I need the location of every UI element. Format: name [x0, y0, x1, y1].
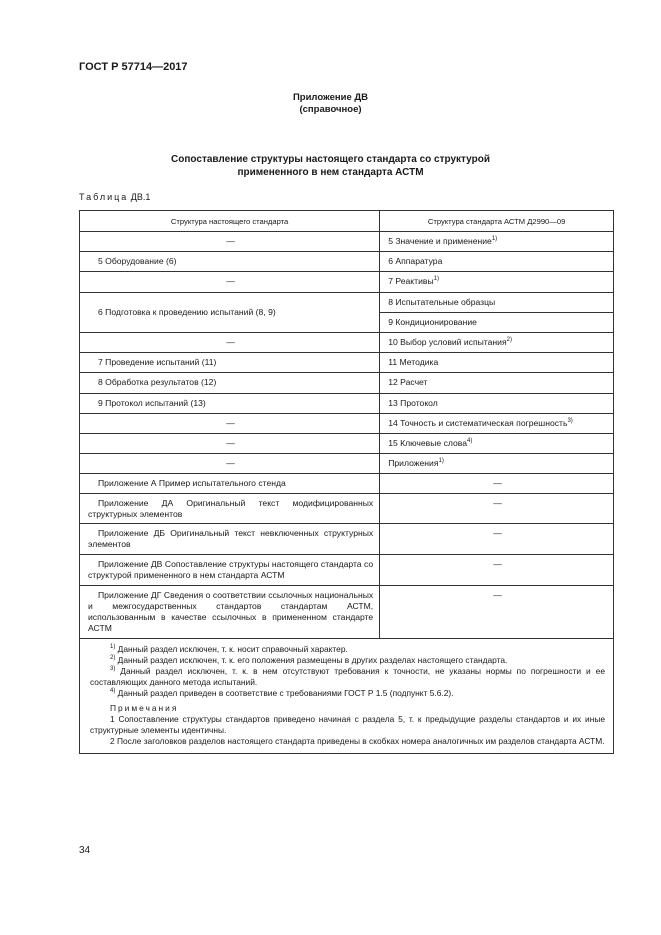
table-row: [80, 454, 614, 474]
cell-text: 11 Методика: [388, 357, 439, 367]
table-cell-right: [380, 586, 614, 639]
table-row: [80, 434, 614, 454]
footnote: [90, 655, 605, 666]
cell-text: 8 Испытательные образцы: [388, 297, 496, 307]
footnote-text: Данный раздел исключен, т. к. в нем отсутствуют требования к точности, не указаны нормы по погрешности и ее составляющих данного метода испытаний.: [90, 666, 605, 687]
table-cell-right: [380, 454, 614, 474]
table-row: [80, 586, 614, 639]
cell-text: 9 Протокол испытаний (13): [98, 398, 206, 408]
table-cell-right: [380, 555, 614, 586]
table-row: [80, 333, 614, 353]
cell-text: 14 Точность и систематическая погрешность: [388, 418, 568, 428]
footnote-mark: 1): [110, 644, 116, 650]
footnote: [90, 688, 605, 699]
cell-text: 6 Подготовка к проведению испытаний (8, 9): [98, 307, 276, 317]
table-caption: [79, 192, 150, 202]
note: 2 После заголовков разделов настоящего стандарта приведены в скобках номера аналогичных им разделов стандарта АСТМ.: [110, 736, 605, 746]
cell-text: 12 Расчет: [388, 377, 428, 387]
table-cell-left: [80, 494, 380, 524]
cell-text: —: [226, 236, 235, 246]
table-cell-right: [380, 252, 614, 272]
standard-designation: ГОСТ Р 57714—2017: [79, 61, 188, 73]
footnote-mark: 2): [110, 655, 116, 661]
cell-text: Приложения: [388, 458, 439, 468]
table-header-row: [80, 211, 614, 232]
annex-subtitle: (справочное): [299, 104, 362, 115]
table-cell-left: [80, 394, 380, 414]
table-row: [80, 232, 614, 252]
footnote: [90, 666, 605, 688]
comparison-table: [79, 210, 614, 754]
column-header-astm-standard: Структура стандарта АСТМ Д2990—09: [380, 211, 614, 232]
table-cell-left: [80, 293, 380, 333]
table-row: [80, 555, 614, 586]
table-row: [80, 394, 614, 414]
footnote-mark: 1): [433, 276, 439, 282]
table-cell-right: [380, 494, 614, 524]
footnote-mark: 1): [491, 236, 498, 242]
annex-title: Приложение ДВ: [292, 92, 369, 103]
table-cell-left: [80, 272, 380, 293]
cell-text: —: [493, 498, 502, 508]
table-row: [80, 353, 614, 373]
page-number: 34: [79, 845, 91, 856]
table-footer-cell: [80, 639, 614, 754]
annex-heading: [0, 92, 661, 116]
table-cell-right: [380, 474, 614, 494]
cell-text: —: [493, 478, 502, 488]
cell-text: —: [226, 337, 235, 347]
cell-text: —: [226, 458, 235, 468]
cell-text: —: [226, 418, 235, 428]
table-cell-left: [80, 586, 380, 639]
table-cell-right: [380, 293, 614, 313]
cell-text: Приложение ДБ Оригинальный текст невключенных структурных элементов: [88, 528, 374, 549]
footnote-mark: 4): [110, 688, 116, 694]
table-cell-left: [80, 373, 380, 394]
table-row: [80, 494, 614, 524]
cell-text: 10 Выбор условий испытания: [388, 337, 507, 347]
table-row: [80, 293, 614, 313]
footnote-text: Данный раздел исключен, т. к. носит справочный характер.: [115, 644, 348, 654]
cell-text: Приложение ДА Оригинальный текст модифицированных структурных элементов: [88, 498, 374, 519]
notes-heading: Примечания: [110, 703, 179, 713]
cell-text: 7 Проведение испытаний (11): [98, 357, 217, 367]
table-caption-word: Таблица: [79, 192, 129, 202]
footnote-text: Данный раздел приведен в соответствие с требованиями ГОСТ Р 1.5 (подпункт 5.6.2).: [115, 688, 454, 698]
table-cell-left: [80, 454, 380, 474]
annex-main-title: [0, 153, 661, 179]
table-cell-right: [380, 434, 614, 454]
cell-text: 9 Кондиционирование: [388, 317, 477, 327]
cell-text: Приложение ДГ Сведения о соответствии ссылочных национальных и межгосударственных стандартов стандартам АСТМ, использованным в качестве ссылочных в примененном стандарте АСТМ: [88, 590, 374, 633]
annex-main-title-line2: примененного в нем стандарта АСТМ: [237, 167, 424, 178]
table-footnotes: [80, 639, 613, 753]
table-row: [80, 414, 614, 434]
table-cell-right: [380, 414, 614, 434]
table-row: [80, 474, 614, 494]
column-header-current-standard: Структура настоящего стандарта: [80, 211, 380, 232]
cell-text: 7 Реактивы: [388, 276, 434, 286]
cell-text: 8 Обработка результатов (12): [98, 377, 217, 387]
table-cell-left: [80, 232, 380, 252]
cell-text: 6 Аппаратура: [388, 256, 443, 266]
table-cell-left: [80, 353, 380, 373]
cell-text: 5 Значение и применение: [388, 236, 492, 246]
table-cell-left: [80, 474, 380, 494]
table-cell-right: [380, 524, 614, 555]
cell-text: —: [226, 276, 235, 286]
footnote-mark: 1): [438, 458, 444, 464]
table-cell-left: [80, 333, 380, 353]
table-cell-right: [380, 272, 614, 293]
cell-text: —: [226, 438, 235, 448]
cell-text: 15 Ключевые слова: [388, 438, 468, 448]
cell-text: Приложение А Пример испытательного стенда: [98, 478, 286, 488]
table-row: [80, 373, 614, 394]
table-footer-row: [80, 639, 614, 754]
table-cell-right: [380, 333, 614, 353]
table-cell-left: [80, 434, 380, 454]
note: 1 Сопоставление структуры стандартов приведено начиная с раздела 5, т. к предыдущие разделы стандартов и их иные структурные элементы идентичны.: [90, 714, 605, 735]
table-cell-left: [80, 414, 380, 434]
footnote-mark: 4): [467, 438, 473, 444]
annex-main-title-line1: Сопоставление структуры настоящего стандарта со структурой: [171, 154, 490, 165]
table-row: [80, 272, 614, 293]
table-caption-number: ДВ.1: [128, 192, 151, 202]
cell-text: —: [493, 590, 502, 600]
cell-text: 13 Протокол: [388, 398, 438, 408]
table-cell-right: [380, 353, 614, 373]
table-cell-right: [380, 394, 614, 414]
table-row: [80, 524, 614, 555]
cell-text: —: [493, 559, 502, 569]
table-cell-left: [80, 555, 380, 586]
footnote: [90, 644, 605, 655]
footnote-mark: 3): [567, 418, 573, 424]
table-cell-left: [80, 252, 380, 272]
table-row: [80, 252, 614, 272]
cell-text: Приложение ДВ Сопоставление структуры настоящего стандарта со структурой примененного в нем стандарта АСТМ: [88, 559, 374, 580]
table-cell-right: [380, 313, 614, 333]
table-cell-right: [380, 232, 614, 252]
footnote-mark: 2): [506, 337, 512, 343]
table-cell-left: [80, 524, 380, 555]
table-cell-right: [380, 373, 614, 394]
footnote-mark: 3): [110, 666, 116, 672]
cell-text: 5 Оборудование (6): [98, 256, 177, 266]
footnote-text: Данный раздел исключен, т. к. его положения размещены в других разделах настоящего стандарта.: [115, 655, 508, 665]
cell-text: —: [493, 528, 502, 538]
